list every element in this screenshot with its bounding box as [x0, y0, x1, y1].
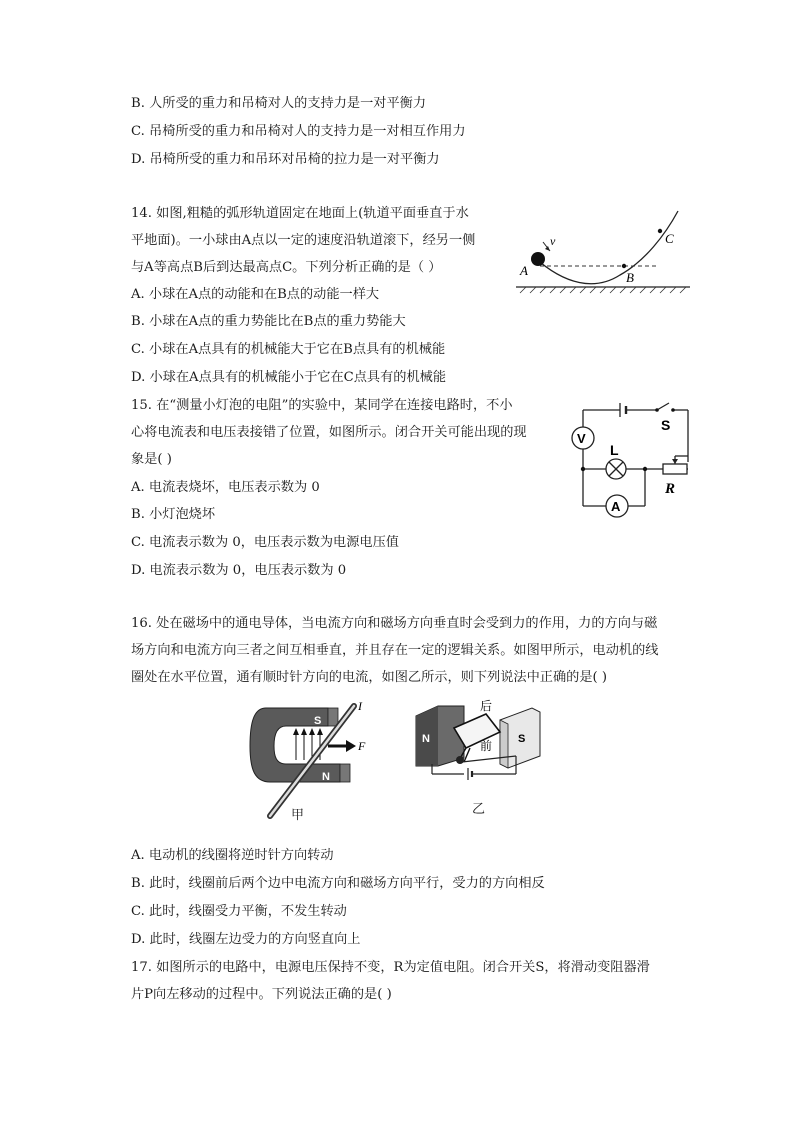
- q15-label-lamp: L: [610, 442, 619, 458]
- q16-yi-label-hou: 后: [480, 699, 493, 713]
- q16-yi-label-n: N: [422, 733, 430, 745]
- q14-label-a: A: [520, 263, 528, 278]
- q16-jia-label-i: I: [358, 699, 362, 713]
- q13-option-c: C. 吊椅所受的重力和吊椅对人的支持力是一对相互作用力: [131, 124, 466, 139]
- q16-figure-yi: [408, 698, 548, 788]
- q15-option-b: B. 小灯泡烧坏: [131, 507, 216, 522]
- q16-option-a: A. 电动机的线圈将逆时针方向转动: [131, 848, 334, 863]
- q14-option-c: C. 小球在A点具有的机械能大于它在B点具有的机械能: [131, 342, 446, 357]
- q14-stem-line-3: 与A等高点B后到达最高点C。下列分析正确的是（ ）: [131, 260, 442, 275]
- q13-option-b: B. 人所受的重力和吊椅对人的支持力是一对平衡力: [131, 96, 427, 111]
- q15-option-a: A. 电流表烧坏，电压表示数为 0: [131, 480, 320, 495]
- q14-option-a: A. 小球在A点的动能和在B点的动能一样大: [131, 287, 380, 302]
- q15-option-c: C. 电流表示数为 0，电压表示数为电源电压值: [131, 535, 399, 550]
- q14-label-v: v: [550, 234, 556, 248]
- q15-label-voltmeter: V: [577, 431, 586, 446]
- q16-jia-label-n: N: [322, 771, 330, 783]
- q16-yi-label-s: S: [518, 733, 526, 745]
- q16-caption-yi: 乙: [472, 802, 486, 817]
- q16-option-d: D. 此时，线圈左边受力的方向竖直向上: [131, 932, 361, 947]
- q17-stem-line-2: 片P向左移动的过程中。下列说法正确的是( ): [131, 987, 392, 1002]
- q15-stem-line-3: 象是( ): [131, 452, 172, 467]
- q16-figure-jia: [248, 698, 378, 824]
- q14-option-b: B. 小球在A点的重力势能比在B点的重力势能大: [131, 314, 406, 329]
- q16-stem-line-3: 圈处在水平位置，通有顺时针方向的电流，如图乙所示，则下列说法中正确的是( ): [131, 670, 608, 685]
- q15-stem-line-1: 15. 在“测量小灯泡的电阻”的实验中，某同学在连接电路时，不小: [131, 398, 513, 413]
- q15-circuit-figure: [565, 398, 705, 520]
- q17-stem-line-1: 17. 如图所示的电路中，电源电压保持不变，R为定值电阻。闭合开关S，将滑动变阻器滑: [131, 960, 650, 975]
- q14-option-d: D. 小球在A点具有的机械能小于它在C点具有的机械能: [131, 370, 447, 385]
- q15-label-rheostat: R: [665, 481, 676, 497]
- q16-caption-jia: 甲: [291, 808, 305, 823]
- q15-option-d: D. 电流表示数为 0，电压表示数为 0: [131, 563, 347, 578]
- q15-label-switch: S: [661, 417, 671, 433]
- q16-option-b: B. 此时，线圈前后两个边中电流方向和磁场方向平行，受力的方向相反: [131, 876, 545, 891]
- q14-track-figure: [510, 205, 695, 297]
- q16-stem-line-1: 16. 处在磁场中的通电导体，当电流方向和磁场方向垂直时会受到力的作用，力的方向与磁: [131, 616, 658, 631]
- q16-yi-label-qian: 前: [480, 739, 493, 753]
- q15-label-ammeter: A: [611, 499, 621, 514]
- q15-stem-line-2: 心将电流表和电压表接错了位置，如图所示。闭合开关可能出现的现: [131, 425, 527, 440]
- q14-stem-line-2: 平地面)。一小球由A点以一定的速度沿轨道滚下，经另一侧: [131, 233, 476, 248]
- q16-option-c: C. 此时，线圈受力平衡，不发生转动: [131, 904, 347, 919]
- q14-label-c: C: [665, 231, 674, 246]
- q14-label-b: B: [626, 270, 634, 285]
- q13-option-d: D. 吊椅所受的重力和吊环对吊椅的拉力是一对平衡力: [131, 152, 440, 167]
- q16-stem-line-2: 场方向和电流方向三者之间互相垂直，并且存在一定的逻辑关系。如图甲所示，电动机的线: [131, 643, 659, 658]
- q16-jia-label-f: F: [358, 739, 366, 753]
- q14-stem-line-1: 14. 如图,粗糙的弧形轨道固定在地面上(轨道平面垂直于水: [131, 206, 469, 221]
- q16-jia-label-s: S: [314, 715, 322, 727]
